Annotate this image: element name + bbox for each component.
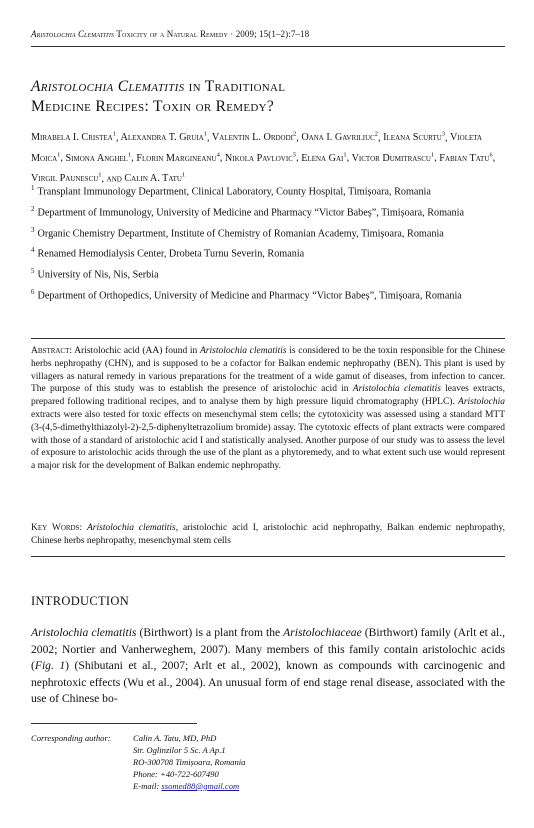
abstract-text: is considered to be the toxin responsible for the Chinese herbs nephropathy (CHN), and is supposed to be a cofactor for Balkan endemic nephropathy (BEN). This plant is used by villagers as natural remedy in various preparations for the treatment of a wide gamut of diseases, from infection to cancer. The purpose of this study was to establish the presence of aristolochic acid in	[31, 346, 505, 395]
affiliation-text: Transplant Immunology Department, Clinical Laboratory, County Hospital, Timișoara, Romania	[37, 186, 431, 198]
abstract-text: Aristolochic acid (AA) found in	[74, 346, 200, 356]
author-affiliation-marker: 4	[216, 151, 220, 159]
author-affiliation-marker: 1	[181, 171, 186, 179]
author-name: Violeta Moica$^1$	[31, 132, 483, 164]
author-list: Mirabela I. Cristea$^1$, Alexandra T. Gruia$^1$, Valentin L. Ordodi$^2$, Oana I. Gavriliuc$^2$, Ileana Scurtu$^3$, Violeta Moica$^1$, Simona Anghel$^1$, Florin Margineanu$^4$, Nikola Pavlovic$^5$, Elena Gai$^1$, Victor Dumitrascu$^1$, Fabian Tatu$^6$, Virgil Paunescu$^1$, and Calin A. Tatu$^1$	[31, 131, 496, 185]
author-name: Simona Anghel$^1$	[65, 151, 132, 164]
author-affiliation-marker: 2	[374, 131, 379, 138]
affiliation-item	[31, 284, 505, 305]
affiliation-text: Department of Immunology, University of Medicine and Pharmacy “Victor Babeș”, Timișoara, Romania	[37, 207, 465, 219]
correspondence-email-line	[133, 780, 433, 792]
author-name: Nikola Pavlovic$^5$	[224, 151, 297, 164]
author-and: and	[106, 173, 125, 185]
author-name: Florin Margineanu$^4$	[136, 151, 220, 164]
abstract-italic: Aristolochia clematitis	[200, 346, 287, 356]
author-name: Ileana Scurtu$^3$	[383, 131, 446, 144]
author-affiliation-marker: 6	[489, 151, 493, 159]
footnote-rule	[31, 723, 197, 724]
running-head	[31, 29, 505, 39]
author-affiliation-marker: 3	[441, 131, 446, 138]
affiliation-number: 5	[31, 267, 35, 276]
abstract-italic: Aristolochia	[458, 397, 505, 408]
affiliation-text: University of Nis, Nis, Serbia	[37, 269, 159, 281]
keywords	[31, 522, 505, 548]
keywords-label: Key Words:	[31, 523, 83, 533]
author-name: Mirabela I. Cristea$^1$	[31, 131, 116, 144]
author-affiliation-marker: 2	[293, 131, 297, 138]
intro-italic: Aristolochiaceae	[283, 626, 362, 639]
title-line1-rest: in Traditional	[188, 78, 286, 95]
article-title	[31, 77, 505, 117]
author-name: Fabian Tatu$^6$	[439, 151, 493, 164]
abstract-text: leaves extracts, prepared following traditional recipes, and to analyse them by high pressure liquid chromatography (HPLC).	[31, 384, 505, 408]
section-heading: INTRODUCTION	[31, 594, 130, 608]
intro-text: (Birthwort) is a plant from the	[136, 626, 284, 639]
abstract-top-rule	[31, 338, 505, 339]
author-name: Elena Gai$^1$	[301, 151, 347, 164]
author-affiliation-marker: 1	[57, 151, 61, 159]
correspondence-lines	[133, 732, 433, 792]
abstract-text: extracts were also tested for toxic effects on mesenchymal stem cells; the cytotoxicity was assessed using a standard MTT (3-(4,5-dimethylthiazolyl-2)-2,5-diphenyltetrazolium bromide) assay. The cytotoxic effects of plant extracts were compared with those of a standard of aristolochic acid I and statistically analysed. Another purpose of our study was to assess the level of exposure to aristolochic acids through the use of the plant as a phytoremedy, and to what extent such use would represent a major risk for the development of Balkan endemic nephropathy.	[31, 409, 505, 472]
affiliation-number: 6	[31, 287, 35, 296]
running-head-journal: Aristolochia Clematitis	[31, 29, 115, 39]
intro-italic: Aristolochia clematitis	[31, 626, 137, 639]
author-affiliation-marker: 1	[112, 131, 116, 138]
running-head-citation: · 2009; 15(1–2):7–18	[230, 29, 310, 39]
correspondence-line: Str. Oglinzilor 5 Sc. A Ap.1	[133, 745, 226, 755]
author-name: Calin A. Tatu$^1$	[124, 171, 186, 185]
author-affiliation-marker: 1	[203, 131, 207, 138]
abstract-italic: Aristolochia clematitis	[352, 384, 441, 395]
intro-text: ) (Shibutani et al., 2007; Arlt et al., 2002), known as compounds with carcinogenic and nephrotoxic effects (Wu et al., 2004). An unusual form of end stage renal disease, associated with the use of Chinese bo-	[31, 659, 505, 706]
title-line2: Medicine Recipes: Toxin or Remedy?	[31, 98, 275, 115]
correspondence-line: Calin A. Tatu, MD, PhD	[133, 733, 217, 743]
header-rule	[31, 46, 505, 47]
title-italic: Aristolochia Clematitis	[31, 78, 185, 95]
affiliation-number: 1	[31, 184, 35, 192]
author-name: Virgil Paunescu$^1$	[31, 171, 102, 185]
affiliation-number: 3	[31, 225, 35, 234]
author-name: Valentin L. Ordodi$^2$	[211, 131, 297, 144]
author-affiliation-marker: 1	[343, 151, 347, 159]
email-link[interactable]: ssomed88@gmail.com	[161, 781, 240, 791]
affiliation-item	[31, 263, 505, 284]
author-name: Oana I. Gavriliuc$^2$	[301, 131, 379, 144]
author-affiliation-marker: 1	[430, 151, 435, 159]
email-label: E-mail:	[133, 781, 162, 791]
keywords-text: , aristolochic acid I, aristolochic acid nephropathy, Balkan endemic nephropathy, Chinese herbs nephropathy, mesenchymal stem cells	[31, 523, 505, 546]
affiliation-number: 4	[31, 246, 35, 255]
abstract-label: Abstract:	[31, 346, 73, 356]
author-name: Victor Dumitrascu$^1$	[351, 151, 435, 164]
abstract	[31, 345, 505, 473]
correspondence-line: RO-300708 Timișoara, Romania	[133, 757, 246, 767]
affiliation-item	[31, 180, 505, 201]
figure-reference: Fig. 1	[34, 659, 66, 673]
author-name: Alexandra T. Gruia$^1$	[120, 131, 207, 144]
abstract-bottom-rule	[31, 556, 505, 557]
correspondence-line: Phone: +40-722-607490	[133, 769, 219, 779]
affiliation-item	[31, 242, 505, 263]
author-affiliation-marker: 5	[292, 151, 297, 159]
affiliation-number: 2	[31, 204, 35, 213]
keywords-italic: Aristolochia clematitis	[86, 523, 176, 533]
affiliation-list	[31, 180, 505, 305]
affiliation-item	[31, 201, 505, 222]
affiliation-text: Department of Orthopedics, University of Medicine and Pharmacy “Victor Babeș”, Timișoara, Romania	[37, 290, 462, 302]
correspondence-label: Corresponding author:	[31, 733, 111, 743]
running-head-title: Toxicity of a Natural Remedy	[116, 29, 228, 39]
intro-text: (Birthwort) family (Arlt et al., 2002; Nortier and Vanherweghem, 2007). Many members of this family contain aristolochic acids (	[31, 626, 505, 673]
affiliation-text: Renamed Hemodialysis Center, Drobeta Turnu Severin, Romania	[37, 248, 305, 260]
affiliation-item	[31, 222, 505, 243]
author-affiliation-marker: 1	[98, 171, 102, 179]
affiliation-text: Organic Chemistry Department, Institute of Chemistry of Romanian Academy, Timișoara, Romania	[37, 227, 444, 239]
author-affiliation-marker: 1	[127, 151, 132, 159]
introduction-paragraph	[31, 625, 505, 708]
